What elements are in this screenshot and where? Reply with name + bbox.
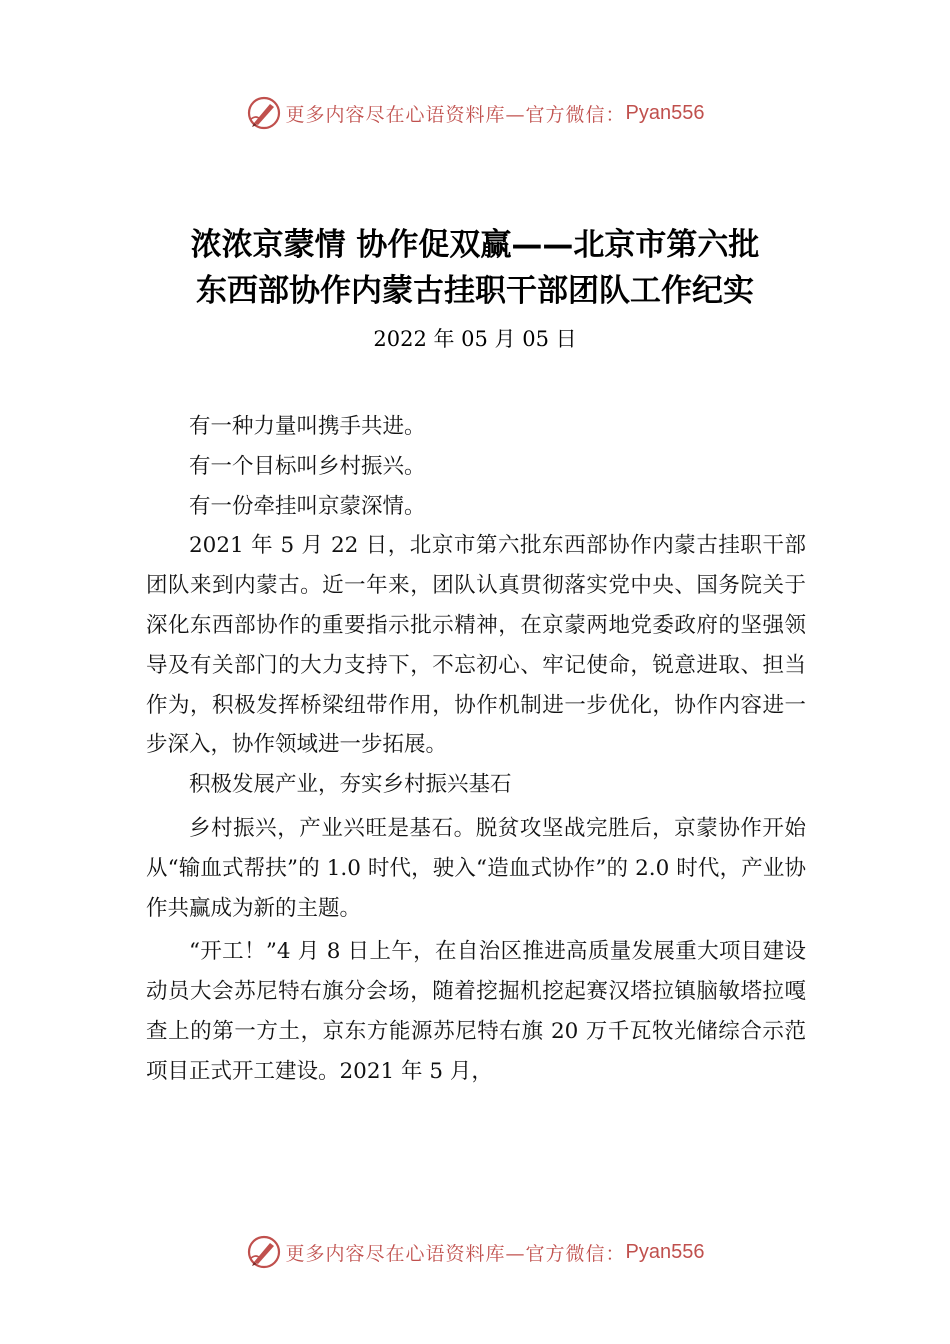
section-heading: 积极发展产业，夯实乡村振兴基石 [189,772,512,798]
document-date: 2022 年 05 月 05 日 [373,327,577,351]
document-title-line-1: 浓浓京蒙情 协作促双赢——北京市第六批 [190,227,760,263]
pen-in-circle-logo-icon [246,95,282,131]
watermark-contact: Pyan556 [625,101,705,124]
body-paragraph: 有一个目标叫乡村振兴。 [189,453,426,479]
document-title-line-2: 东西部协作内蒙古挂职干部团队工作纪实 [196,273,754,309]
body-paragraph: “开工！”4 月 8 日上午，在自治区推进高质量发展重大项目建设动员大会苏尼特右旗分会场，随着挖掘机挖起赛汉塔拉镇脑敏塔拉嘎查上的第一方土，京东方能源苏尼特右旗 20 万千瓦牧光储综合示范项目正式开工建设。2021 年 5 月， [146,939,806,1084]
watermark-text: 更多内容尽在心语资料库—官方微信： [285,103,626,126]
header-watermark [0,93,950,133]
footer-watermark [0,1232,950,1272]
body-paragraph: 有一份牵挂叫京蒙深情。 [189,493,426,519]
watermark-contact: Pyan556 [625,1240,705,1263]
document-body [146,407,806,1092]
body-paragraph: 乡村振兴，产业兴旺是基石。脱贫攻坚战完胜后，京蒙协作开始从“输血式帮扶”的 1.0 时代，驶入“造血式协作”的 2.0 时代，产业协作共赢成为新的主题。 [146,815,806,921]
pen-in-circle-logo-icon [246,1234,282,1270]
watermark-text: 更多内容尽在心语资料库—官方微信： [285,1242,626,1265]
body-paragraph: 有一种力量叫携手共进。 [189,414,426,439]
body-paragraph: 2021 年 5 月 22 日，北京市第六批东西部协作内蒙古挂职干部团队来到内蒙古。近一年来，团队认真贯彻落实党中央、国务院关于深化东西部协作的重要指示批示精神，在京蒙两地党委政府的坚强领导及有关部门的大力支持下，不忘初心、牢记使命，锐意进取、担当作为，积极发挥桥梁纽带作用，协作机制进一步优化，协作内容进一步深入，协作领域进一步拓展。 [146,533,806,758]
